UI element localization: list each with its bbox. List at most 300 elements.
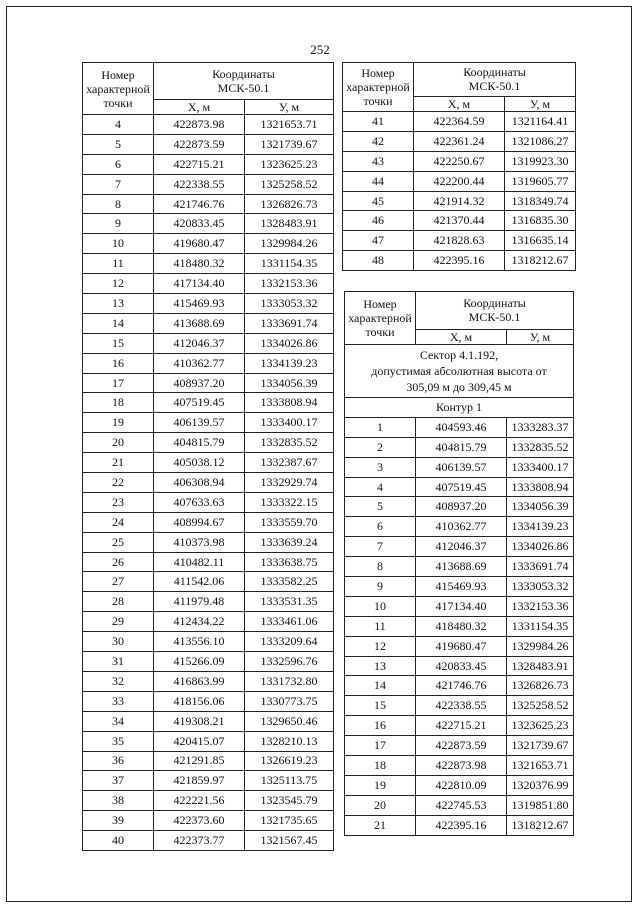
x-coordinate-cell: 408937.20: [416, 497, 507, 517]
point-number-cell: 34: [83, 711, 154, 731]
point-number-cell: 11: [83, 254, 154, 274]
coordinates-header-line: Координаты: [463, 65, 526, 80]
y-coordinate-cell: 1331154.35: [245, 254, 334, 274]
y-coordinate-cell: 1332387.67: [245, 453, 334, 473]
point-number-cell: 15: [83, 333, 154, 353]
y-coordinate-cell: 1333531.35: [245, 592, 334, 612]
point-number-header-line: характерной: [86, 81, 150, 96]
y-coordinate-cell: 1331154.35: [507, 616, 574, 636]
point-number-cell: 37: [83, 771, 154, 791]
table-row: [343, 231, 576, 251]
point-number-cell: 11: [345, 616, 416, 636]
point-number-cell: 46: [343, 211, 414, 231]
point-number-header: [83, 63, 154, 115]
x-coordinate-cell: 406139.57: [416, 457, 507, 477]
y-coordinate-cell: 1334026.86: [245, 333, 334, 353]
table-row: [83, 393, 334, 413]
point-number-cell: 4: [83, 115, 154, 135]
table-row: [83, 294, 334, 314]
table-row: [345, 656, 574, 676]
x-coordinate-cell: 422395.16: [416, 815, 507, 835]
point-number-header: [343, 63, 414, 112]
x-coordinate-cell: 422361.24: [414, 131, 505, 151]
x-coordinate-cell: 417134.40: [416, 596, 507, 616]
point-number-cell: 22: [83, 473, 154, 493]
point-number-cell: 48: [343, 251, 414, 271]
point-number-cell: 5: [83, 134, 154, 154]
point-number-cell: 12: [345, 636, 416, 656]
table-row: [83, 572, 334, 592]
point-number-cell: 32: [83, 671, 154, 691]
x-header: Х, м: [154, 100, 245, 115]
y-coordinate-cell: 1333808.94: [507, 477, 574, 497]
coordinates-header-line: МСК-50.1: [217, 81, 270, 95]
point-number-cell: 8: [345, 557, 416, 577]
header-row: [343, 63, 576, 97]
point-number-cell: 18: [83, 393, 154, 413]
point-number-header-line: точки: [365, 325, 395, 339]
point-number-cell: 24: [83, 512, 154, 532]
y-coordinate-cell: 1326619.23: [245, 751, 334, 771]
table-row: [83, 811, 334, 831]
contour-label: Контур 1: [345, 398, 574, 418]
table-row: [345, 756, 574, 776]
table-row: [83, 353, 334, 373]
point-number-cell: 21: [83, 453, 154, 473]
y-coordinate-cell: 1321567.45: [245, 831, 334, 851]
point-number-cell: 33: [83, 691, 154, 711]
x-coordinate-cell: 410373.98: [154, 532, 245, 552]
point-number-cell: 44: [343, 171, 414, 191]
point-number-cell: 13: [83, 294, 154, 314]
y-coordinate-cell: 1332929.74: [245, 473, 334, 493]
point-number-cell: 36: [83, 751, 154, 771]
table-row: [83, 194, 334, 214]
point-number-cell: 5: [345, 497, 416, 517]
x-coordinate-cell: 420833.45: [416, 656, 507, 676]
x-coordinate-cell: 422395.16: [414, 251, 505, 271]
table-row: [83, 652, 334, 672]
coordinates-table-right-bottom: [344, 291, 574, 836]
point-number-cell: 9: [83, 214, 154, 234]
x-coordinate-cell: 422873.98: [154, 115, 245, 135]
table-row: [83, 254, 334, 274]
point-number-cell: 6: [345, 517, 416, 537]
table-row: [83, 612, 334, 632]
y-coordinate-cell: 1321735.65: [245, 811, 334, 831]
y-coordinate-cell: 1334056.39: [245, 373, 334, 393]
point-number-header-line: характерной: [346, 80, 410, 94]
right-bottom-table-body: [345, 292, 574, 836]
x-coordinate-cell: 405038.12: [154, 453, 245, 473]
x-coordinate-cell: 408994.67: [154, 512, 245, 532]
table-row: [83, 234, 334, 254]
point-number-cell: 25: [83, 532, 154, 552]
y-coordinate-cell: 1329984.26: [507, 636, 574, 656]
point-number-header: [345, 292, 416, 345]
table-row: [343, 191, 576, 211]
coordinates-header-line: МСК-50.1: [468, 310, 521, 325]
point-number-cell: 38: [83, 791, 154, 811]
y-coordinate-cell: 1334139.23: [245, 353, 334, 373]
x-coordinate-cell: 415469.93: [416, 577, 507, 597]
table-row: [345, 616, 574, 636]
table-row: [345, 696, 574, 716]
table-row: [345, 716, 574, 736]
sector-line: допустимая абсолютная высота от: [371, 364, 547, 378]
x-coordinate-cell: 422873.59: [154, 134, 245, 154]
point-number-cell: 10: [83, 234, 154, 254]
x-coordinate-cell: 410482.11: [154, 552, 245, 572]
point-number-cell: 2: [345, 437, 416, 457]
table-row: [343, 131, 576, 151]
table-row: [345, 517, 574, 537]
y-coordinate-cell: 1321164.41: [505, 112, 576, 132]
x-coordinate-cell: 410362.77: [416, 517, 507, 537]
y-header: У, м: [245, 100, 334, 115]
y-coordinate-cell: 1316835.30: [505, 211, 576, 231]
table-row: [345, 596, 574, 616]
x-coordinate-cell: 422250.67: [414, 151, 505, 171]
x-coordinate-cell: 422715.21: [154, 154, 245, 174]
point-number-cell: 7: [83, 174, 154, 194]
y-coordinate-cell: 1332835.52: [245, 433, 334, 453]
point-number-cell: 21: [345, 815, 416, 835]
y-coordinate-cell: 1323545.79: [245, 791, 334, 811]
table-row: [83, 532, 334, 552]
table-row: [83, 313, 334, 333]
point-number-cell: 43: [343, 151, 414, 171]
point-number-cell: 12: [83, 274, 154, 294]
x-coordinate-cell: 412046.37: [154, 333, 245, 353]
point-number-cell: 30: [83, 632, 154, 652]
x-coordinate-cell: 408937.20: [154, 373, 245, 393]
point-number-header-line: характерной: [348, 311, 412, 325]
point-number-cell: 35: [83, 731, 154, 751]
point-number-cell: 19: [345, 775, 416, 795]
y-coordinate-cell: 1325258.52: [245, 174, 334, 194]
table-row: [83, 115, 334, 135]
point-number-cell: 23: [83, 492, 154, 512]
x-coordinate-cell: 415469.93: [154, 294, 245, 314]
x-coordinate-cell: 422338.55: [154, 174, 245, 194]
x-coordinate-cell: 404593.46: [416, 417, 507, 437]
coordinates-header-line: Координаты: [463, 296, 526, 311]
table-row: [345, 636, 574, 656]
table-row: [83, 134, 334, 154]
x-coordinate-cell: 421746.76: [416, 676, 507, 696]
point-number-header-line: Номер: [101, 67, 135, 82]
x-coordinate-cell: 417134.40: [154, 274, 245, 294]
x-coordinate-cell: 411979.48: [154, 592, 245, 612]
x-coordinate-cell: 411542.06: [154, 572, 245, 592]
point-number-cell: 41: [343, 112, 414, 132]
x-coordinate-cell: 410362.77: [154, 353, 245, 373]
y-coordinate-cell: 1321739.67: [245, 134, 334, 154]
table-row: [83, 473, 334, 493]
x-coordinate-cell: 407633.63: [154, 492, 245, 512]
coordinates-header-line: МСК-50.1: [468, 79, 521, 94]
x-coordinate-cell: 419680.47: [416, 636, 507, 656]
page-number: 252: [310, 42, 330, 57]
x-coordinate-cell: 406308.94: [154, 473, 245, 493]
point-number-cell: 45: [343, 191, 414, 211]
point-number-cell: 6: [83, 154, 154, 174]
x-coordinate-cell: 422221.56: [154, 791, 245, 811]
table-row: [345, 577, 574, 597]
y-coordinate-cell: 1333639.24: [245, 532, 334, 552]
point-number-cell: 17: [345, 736, 416, 756]
y-coordinate-cell: 1319923.30: [505, 151, 576, 171]
y-coordinate-cell: 1333053.32: [245, 294, 334, 314]
table-row: [83, 632, 334, 652]
y-coordinate-cell: 1325113.75: [245, 771, 334, 791]
header-row: [345, 292, 574, 330]
point-number-cell: 8: [83, 194, 154, 214]
table-row: [83, 492, 334, 512]
table-row: [83, 333, 334, 353]
x-coordinate-cell: 419308.21: [154, 711, 245, 731]
y-coordinate-cell: 1333691.74: [507, 557, 574, 577]
x-coordinate-cell: 416863.99: [154, 671, 245, 691]
table-row: [345, 497, 574, 517]
table-row: [343, 151, 576, 171]
table-row: [83, 154, 334, 174]
table-row: [345, 537, 574, 557]
left-table-body: [83, 63, 334, 851]
table-row: [345, 457, 574, 477]
table-row: [345, 437, 574, 457]
coordinates-table-right-top: [342, 62, 576, 271]
y-coordinate-cell: 1332835.52: [507, 437, 574, 457]
x-coordinate-cell: 422373.77: [154, 831, 245, 851]
point-number-cell: 47: [343, 231, 414, 251]
y-coordinate-cell: 1328210.13: [245, 731, 334, 751]
table-row: [83, 552, 334, 572]
y-coordinate-cell: 1319605.77: [505, 171, 576, 191]
y-coordinate-cell: 1320376.99: [507, 775, 574, 795]
x-coordinate-cell: 422200.44: [414, 171, 505, 191]
x-coordinate-cell: 412434.22: [154, 612, 245, 632]
point-number-cell: 17: [83, 373, 154, 393]
point-number-cell: 16: [345, 716, 416, 736]
x-coordinate-cell: 415266.09: [154, 652, 245, 672]
x-coordinate-cell: 407519.45: [154, 393, 245, 413]
table-row: [345, 795, 574, 815]
table-row: [83, 831, 334, 851]
y-coordinate-cell: 1318212.67: [505, 251, 576, 271]
y-coordinate-cell: 1318212.67: [507, 815, 574, 835]
table-row: [345, 775, 574, 795]
y-coordinate-cell: 1328483.91: [245, 214, 334, 234]
y-coordinate-cell: 1323625.23: [507, 716, 574, 736]
table-row: [83, 751, 334, 771]
point-number-cell: 9: [345, 577, 416, 597]
y-coordinate-cell: 1333400.17: [507, 457, 574, 477]
header-row: [83, 63, 334, 100]
sector-line: 305,09 м до 309,45 м: [406, 380, 512, 394]
x-coordinate-cell: 421370.44: [414, 211, 505, 231]
y-coordinate-cell: 1330773.75: [245, 691, 334, 711]
x-coordinate-cell: 422810.09: [416, 775, 507, 795]
point-number-cell: 1: [345, 417, 416, 437]
point-number-cell: 13: [345, 656, 416, 676]
y-coordinate-cell: 1334139.23: [507, 517, 574, 537]
x-coordinate-cell: 422873.59: [416, 736, 507, 756]
x-coordinate-cell: 418480.32: [416, 616, 507, 636]
point-number-header-line: точки: [363, 94, 393, 108]
x-coordinate-cell: 413688.69: [154, 313, 245, 333]
coordinates-header: [154, 63, 334, 100]
y-coordinate-cell: 1321086.27: [505, 131, 576, 151]
x-coordinate-cell: 406139.57: [154, 413, 245, 433]
table-row: [83, 771, 334, 791]
y-coordinate-cell: 1319851.80: [507, 795, 574, 815]
x-coordinate-cell: 420415.07: [154, 731, 245, 751]
table-row: [83, 592, 334, 612]
point-number-cell: 31: [83, 652, 154, 672]
y-coordinate-cell: 1321739.67: [507, 736, 574, 756]
table-row: [343, 211, 576, 231]
point-number-cell: 27: [83, 572, 154, 592]
table-row: [83, 731, 334, 751]
y-coordinate-cell: 1334056.39: [507, 497, 574, 517]
point-number-cell: 26: [83, 552, 154, 572]
y-coordinate-cell: 1333322.15: [245, 492, 334, 512]
table-row: [83, 413, 334, 433]
point-number-cell: 20: [83, 433, 154, 453]
point-number-cell: 20: [345, 795, 416, 815]
point-number-cell: 14: [83, 313, 154, 333]
y-coordinate-cell: 1321653.71: [507, 756, 574, 776]
table-row: [83, 373, 334, 393]
y-coordinate-cell: 1333638.75: [245, 552, 334, 572]
point-number-header-line: точки: [103, 95, 133, 110]
coordinates-header-line: Координаты: [212, 67, 275, 81]
point-number-cell: 14: [345, 676, 416, 696]
point-number-cell: 3: [345, 457, 416, 477]
point-number-cell: 4: [345, 477, 416, 497]
table-row: [83, 214, 334, 234]
point-number-cell: 40: [83, 831, 154, 851]
y-coordinate-cell: 1333283.37: [507, 417, 574, 437]
right-top-table-body: [343, 63, 576, 271]
x-coordinate-cell: 419680.47: [154, 234, 245, 254]
x-coordinate-cell: 404815.79: [154, 433, 245, 453]
point-number-header-line: Номер: [363, 297, 397, 311]
y-coordinate-cell: 1332153.36: [507, 596, 574, 616]
table-row: [345, 417, 574, 437]
x-coordinate-cell: 422373.60: [154, 811, 245, 831]
y-coordinate-cell: 1333461.06: [245, 612, 334, 632]
point-number-cell: 39: [83, 811, 154, 831]
sector-row: [345, 345, 574, 398]
x-coordinate-cell: 412046.37: [416, 537, 507, 557]
x-coordinate-cell: 421828.63: [414, 231, 505, 251]
x-coordinate-cell: 422338.55: [416, 696, 507, 716]
x-coordinate-cell: 421746.76: [154, 194, 245, 214]
y-coordinate-cell: 1318349.74: [505, 191, 576, 211]
y-header: У, м: [507, 329, 574, 344]
table-row: [343, 251, 576, 271]
table-row: [83, 453, 334, 473]
table-row: [345, 736, 574, 756]
table-row: [83, 791, 334, 811]
y-coordinate-cell: 1326826.73: [245, 194, 334, 214]
table-row: [83, 433, 334, 453]
table-row: [345, 815, 574, 835]
y-coordinate-cell: 1333559.70: [245, 512, 334, 532]
y-coordinate-cell: 1321653.71: [245, 115, 334, 135]
point-number-cell: 28: [83, 592, 154, 612]
y-coordinate-cell: 1326826.73: [507, 676, 574, 696]
point-number-cell: 19: [83, 413, 154, 433]
point-number-cell: 16: [83, 353, 154, 373]
x-coordinate-cell: 422364.59: [414, 112, 505, 132]
y-header: У, м: [505, 96, 576, 111]
table-row: [345, 557, 574, 577]
y-coordinate-cell: 1333400.17: [245, 413, 334, 433]
point-number-cell: 18: [345, 756, 416, 776]
table-row: [345, 477, 574, 497]
table-row: [83, 274, 334, 294]
x-coordinate-cell: 422745.53: [416, 795, 507, 815]
y-coordinate-cell: 1329984.26: [245, 234, 334, 254]
x-coordinate-cell: 420833.45: [154, 214, 245, 234]
table-row: [83, 711, 334, 731]
point-number-cell: 29: [83, 612, 154, 632]
point-number-header-line: Номер: [361, 66, 395, 80]
y-coordinate-cell: 1328483.91: [507, 656, 574, 676]
table-row: [345, 676, 574, 696]
x-coordinate-cell: 418480.32: [154, 254, 245, 274]
point-number-cell: 7: [345, 537, 416, 557]
table-row: [83, 512, 334, 532]
point-number-cell: 10: [345, 596, 416, 616]
x-coordinate-cell: 407519.45: [416, 477, 507, 497]
x-coordinate-cell: 404815.79: [416, 437, 507, 457]
x-coordinate-cell: 421291.85: [154, 751, 245, 771]
y-coordinate-cell: 1323625.23: [245, 154, 334, 174]
coordinates-header: [416, 292, 574, 330]
x-coordinate-cell: 413556.10: [154, 632, 245, 652]
sector-line: Сектор 4.1.192,: [419, 348, 499, 362]
contour-row: [345, 398, 574, 418]
y-coordinate-cell: 1332153.36: [245, 274, 334, 294]
table-row: [83, 174, 334, 194]
x-coordinate-cell: 421914.32: [414, 191, 505, 211]
coordinates-table-left: [82, 62, 334, 851]
table-row: [83, 671, 334, 691]
y-coordinate-cell: 1329650.46: [245, 711, 334, 731]
y-coordinate-cell: 1333582.25: [245, 572, 334, 592]
x-coordinate-cell: 421859.97: [154, 771, 245, 791]
sector-description: [345, 345, 574, 398]
y-coordinate-cell: 1316635.14: [505, 231, 576, 251]
y-coordinate-cell: 1333209.64: [245, 632, 334, 652]
x-coordinate-cell: 413688.69: [416, 557, 507, 577]
y-coordinate-cell: 1333053.32: [507, 577, 574, 597]
y-coordinate-cell: 1334026.86: [507, 537, 574, 557]
y-coordinate-cell: 1331732.80: [245, 671, 334, 691]
point-number-cell: 15: [345, 696, 416, 716]
y-coordinate-cell: 1333691.74: [245, 313, 334, 333]
coordinates-header: [414, 63, 576, 97]
table-row: [343, 112, 576, 132]
x-header: Х, м: [416, 329, 507, 344]
x-coordinate-cell: 422873.98: [416, 756, 507, 776]
y-coordinate-cell: 1325258.52: [507, 696, 574, 716]
